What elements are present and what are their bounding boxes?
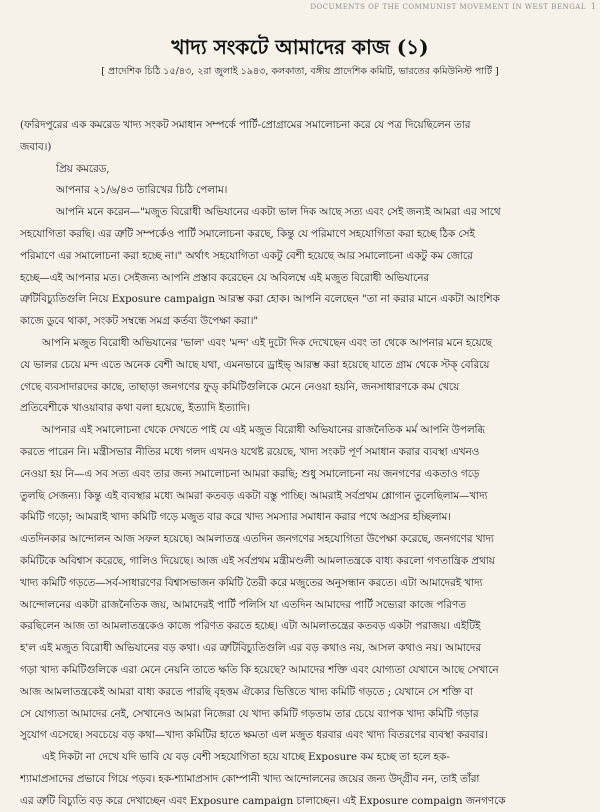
text-line: আপনি মজুত বিরোধী অভিযানের 'ভাল' এবং 'মন্দ' এই দুটো দিক দেখেছেন এবং তা থেকে আপনার মনে হয়েছে (42, 336, 492, 349)
text-line: আপনি মনে করেন—"মজুত বিরোধী অভিযানের একটা ভাল দিক আছে সত্য এবং সেই জন্যই আমরা এর সাথে (56, 206, 501, 219)
source-citation: [ প্রাদেশিক চিঠি ১৫/৪৩, ২রা জুলাই ১৯৪৩, কলকাতা, বঙ্গীয় প্রাদেশিক কমিটি, ভারতের কমিউনিস্ট পার্টি ] (101, 66, 499, 77)
text-line: কমিটি গড়ো; আমরাই খাদ্য কমিটি গড়ে মজুত বার করে খাদ্য সমস্যার সমাধান করার পথে অগ্রসর হচ্ছিলাম। (20, 511, 451, 524)
page-number: 1 (590, 2, 596, 11)
text-line: আজ আমলাতন্ত্রকেই আমরা বাধ্য করতে পারছি বৃহত্তম ঐক্যের ভিত্তিতে খাদ্য কমিটি গড়তে ; যেখানে সে শক্তি বা (20, 685, 474, 698)
text-line: তুলছি সেজন্য। কিন্তু এই ব্যবস্থার মধ্যে আমরা কতবড় একটা বস্তু পাচ্ছি। আমরাই সর্বপ্রথম শ্লোগান তুলেছিলাম—খাদ্য (20, 489, 488, 502)
text-line: (ফরিদপুরের এক কমরেড খাদ্য সংকট সমাধান সম্পর্কে পার্টি-প্রোগ্রামের সমালোচনা করে যে পত্র দিয়েছিলেন তার (20, 119, 471, 131)
text-line: আন্দোলনের একটা রাজনৈতিক জয়, আমাদেরই পার্টি পলিসি যা এতদিন আমাদের পার্টি সভ্যেরা কাজে পরিণত (20, 598, 466, 611)
salutation: প্রিয় কমরেড, (56, 162, 110, 175)
text-line: গেছে ব্যবসাদারদের কাছে, তাছাড়া জনগণের ফুড্ কমিটিগুলিকে মেনে নেওয়া হয়নি, জনসাধারণকে কম খেয়ে (20, 380, 460, 393)
text-line: নেওয়া হয় নি—এ সব সত্য এবং তার জন্য সমালোচনা আমরা করছি; শুধু সমালোচনা নয় জনগণের একতাও গড়ে (20, 467, 480, 480)
text-line: করছিলেন আজ তা আমলাতন্ত্রকেও কাজে পরিণত করতে হচ্ছে। এটা আমলাতন্ত্রের কতবড় একটা পরাজয়। এইটিই (20, 620, 481, 633)
text-line: এতদিনকার আন্দোলন আজ সফল হয়েছে। আমলাতন্ত্র এতদিন জনগণের সহযোগিতা উপেক্ষা করেছে, জনগণের খাদ্য (20, 533, 494, 546)
text-line: সুযোগ এসেছে। সবচেয়ে বড় কথা—খাদ্য কমিটির হাতে ক্ষমতা এল মজুত ধরবার এবং খাদ্য বিতরণের ব্যবস্থা করবার। (20, 729, 488, 742)
text-line: হ'ল এই মজুত বিরোধী অভিযানের বড় কথা। এর ত্রুটিবিচ্যুতিগুলি এর বড় কথাও নয়, আসল কথাও নয়। আমাদের (20, 642, 481, 655)
text-line: শ্যামাপ্রসাদের প্রভাবে গিয়ে পড়ব। হক-শ্যামাপ্রসাদ কোম্পানী খাদ্য আন্দোলনের জয়ের জন্য উদ্গ্রীব নন, তাই তাঁরা (20, 772, 480, 785)
text-line: খাদ্য কমিটি গড়তে—সর্ব-সাধারণের বিশ্বাসভাজন কমিটি তৈরী করে মজুতের অনুসন্ধান করতে। এটা আমাদেরই খাদ্য (20, 576, 483, 589)
text-line: জবাব।) (20, 140, 52, 153)
text-line: আপনার ২১/৬/৪৩ তারিখের চিঠি পেলাম। (56, 184, 228, 197)
text-line: কাজে ডুবে থাকা, সংকট সম্বন্ধে সমগ্র কর্তব্য উপেক্ষা করা।" (20, 315, 259, 328)
letter-body (20, 115, 586, 812)
text-line: এই দিকটা না দেখে যদি ভাবি যে বড় বেশী সহযোগিতা হয়ে যাচ্ছে Exposure কম হচ্ছে তা হলে হক- (42, 751, 450, 764)
text-line: করতে পারেন নি। মন্ত্রীসভার নীতির মধ্যে গলদ এখনও যথেষ্ট রয়েছে, খাদ্য সংকট পূর্ণ সমাধান করার ব্যবস্থা এখনও (20, 445, 480, 458)
text-line: আপনার এই সমালোচনা থেকে দেখতে পাই যে এই মজুত বিরোধী অভিযানের রাজনৈতিক মর্ম আপনি উপলব্ধি (42, 424, 485, 437)
text-line: সে যোগ্যতা আমাদের নেই, সেখানেও আমরা নিজেরা যে খাদ্য কমিটি গড়তাম তার চেয়ে ব্যাপক খাদ্য কমিটি গড়ার (20, 707, 479, 720)
running-header: DOCUMENTS OF THE COMMUNIST MOVEMENT IN WEST BENGAL (310, 3, 586, 11)
text-line: গড়া খাদ্য কমিটিগুলিকে এরা মেনে নেয়নি তাতে ক্ষতি কি হয়েছে? আমাদের শক্তি এবং যোগ্যতা যেখানে আছে সেখানে (20, 663, 499, 676)
text-line: হচ্ছে—এই আপনার মত। সেইজন্য আপনি প্রস্তাব করেছেন যে অবিলম্বে এই মজুত বিরোধী অভিযানের (20, 271, 430, 284)
text-line: সহযোগিতা করছি। এর ত্রুটি সম্পর্কেও পার্টি সমালোচনা করছে, কিন্তু যে পরিমাণে সহযোগিতা করা হচ্ছে ঠিক সেই (20, 227, 475, 240)
text-line: যে ভালর চেয়ে মন্দ এতে অনেক বেশী আছে যথা, এমনভাবে ড্রাইভ্ আরম্ভ করা হয়েছে যাতে গ্রাম থেকে স্টক্ বেরিয়ে (20, 358, 490, 371)
text-line: প্রতিবেশীকে খাওয়াবার কথা বলা হয়েছে, ইত্যাদি ইত্যাদি। (20, 402, 251, 415)
document-title: খাদ্য সংকটে আমাদের কাজ (১) (171, 35, 429, 59)
text-line: ত্রুটিবিচ্যুতিগুলি নিয়ে Exposure campaign আরম্ভ করা হোক। আপনি বলেছেন "তা না করার মানে একটা আংশিক (20, 293, 500, 306)
text-line: কমিটিকে অবিশ্বাস করেছে, গালিও দিয়েছে। আজ এই সর্বপ্রথম মন্ত্রীমণ্ডলী আমলাতন্ত্রকে বাধ্য করলো গণতান্ত্রিক প্রথায় (20, 554, 495, 567)
text-line: পরিমাণে এর সমালোচনা করা হচ্ছে না।" অর্থাৎ সহযোগিতা একটু বেশী হয়েছে আর সমালোচনা একটু কম জোরে (20, 249, 473, 262)
text-line: এর ত্রুটি বিচ্যুতি বড় করে দেখাচ্ছেন এবং Exposure campaign চালাচ্ছেন। এই Exposure compaign জনগণকে (20, 794, 506, 807)
